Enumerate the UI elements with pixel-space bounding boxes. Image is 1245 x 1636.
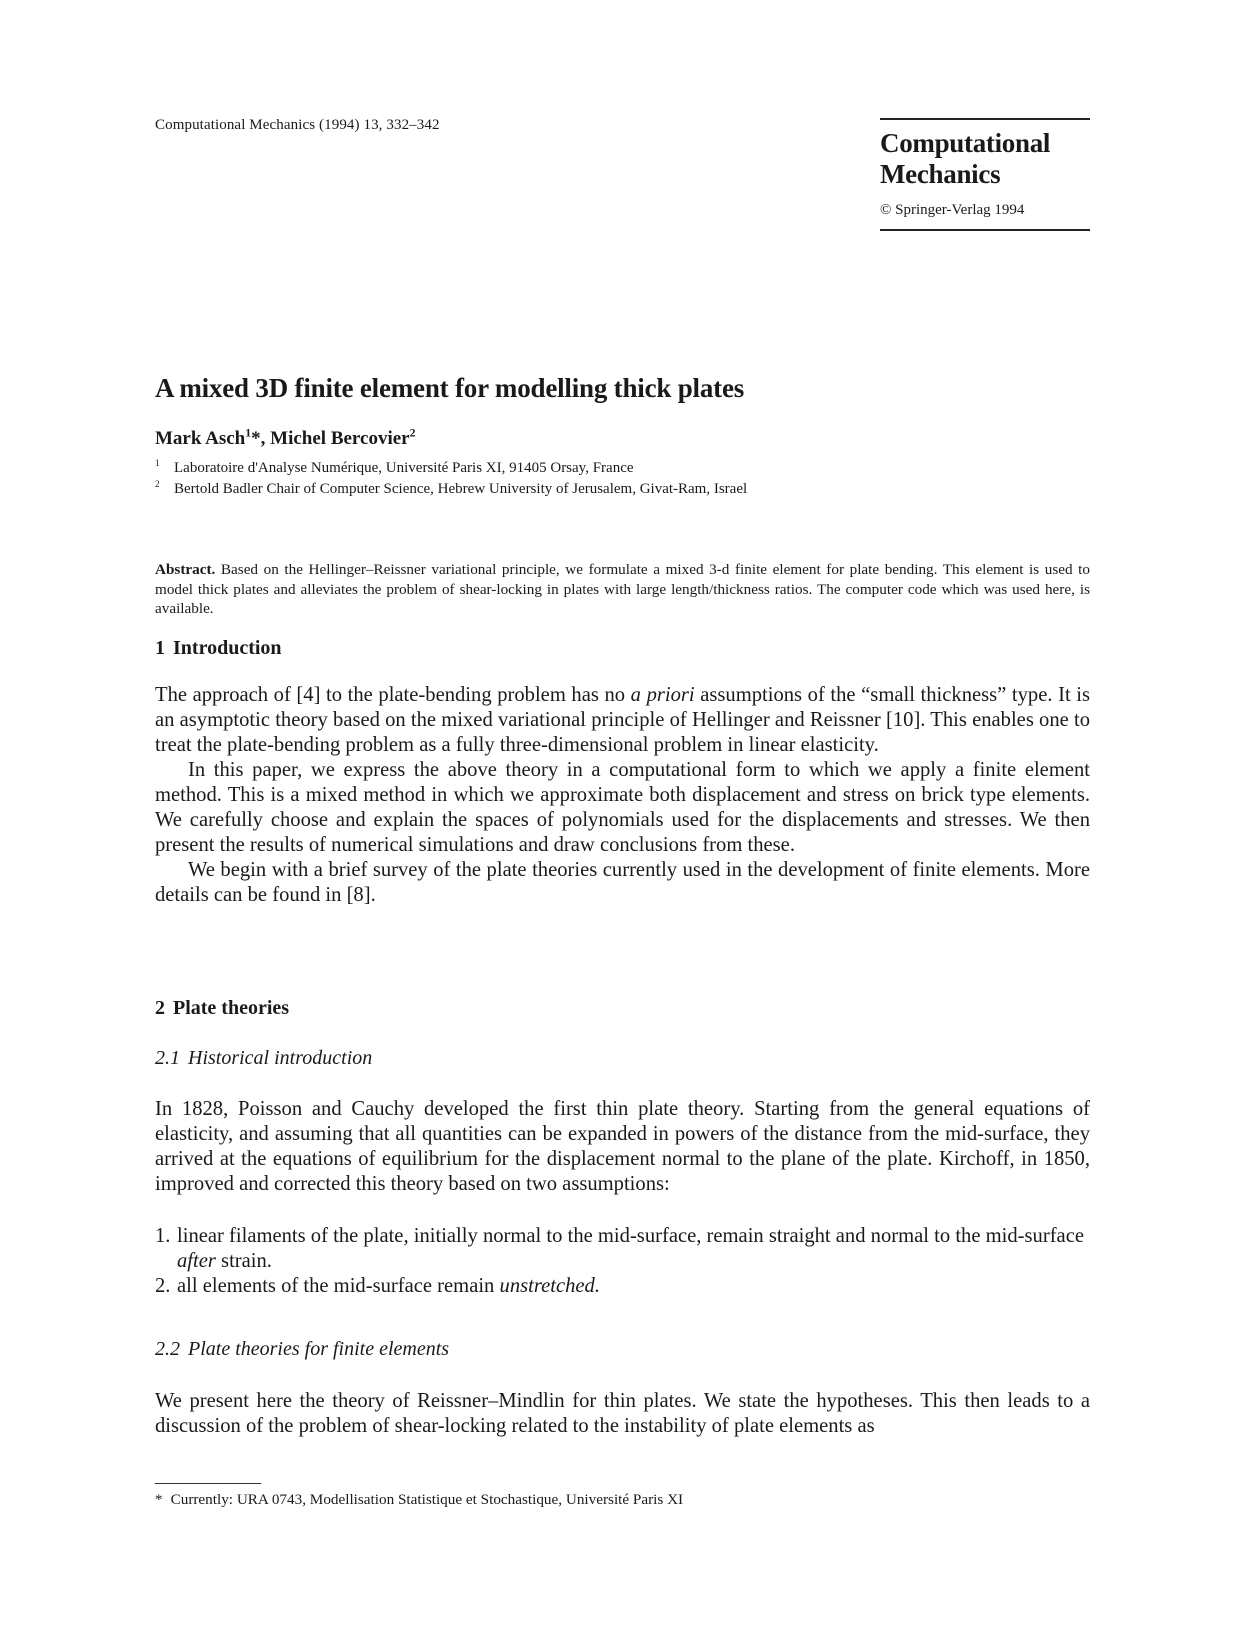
- affiliation-number: 1: [155, 459, 160, 469]
- journal-name-line1: Computational: [880, 128, 1051, 158]
- section-number: 2: [155, 997, 165, 1019]
- affiliation: [155, 479, 747, 499]
- author-name: Mark Asch: [155, 428, 246, 449]
- section-body: [155, 1389, 1090, 1439]
- authors: [155, 428, 415, 450]
- section-title: Introduction: [173, 637, 282, 659]
- paragraph: In this paper, we express the above theory in a computational form to which we apply a finite element method. This is a mixed method in which we approximate both displacement and stress on brick type elements. We carefully choose and explain the spaces of polynomials used for the displacements and stresses. We then present the results of numerical simulations and draw conclusions from these.: [155, 759, 1090, 856]
- footnote-mark: *: [155, 1491, 163, 1508]
- paragraph: The approach of [4] to the plate-bending problem has no a priori assumptions of the “small thickness” type. It is an asymptotic theory based on the mixed variational principle of Hellinger and Reissner [10]. This enables one to treat the plate-bending problem as a fully three-dimensional problem in linear elasticity.: [155, 684, 1091, 756]
- affiliation-number: 2: [155, 480, 160, 490]
- section-heading: [155, 997, 289, 1020]
- subsection-title: Plate theories for finite elements: [188, 1338, 450, 1360]
- abstract: [155, 560, 1090, 619]
- footnote-text: Currently: URA 0743, Modellisation Statistique et Stochastique, Université Paris XI: [170, 1491, 684, 1508]
- subsection-heading: [155, 1338, 449, 1361]
- footnote: [155, 1491, 683, 1509]
- subsection-heading: [155, 1047, 372, 1070]
- assumption-list: [155, 1224, 1090, 1299]
- journal-masthead: [880, 118, 1090, 231]
- section-body: [155, 1097, 1090, 1197]
- affiliation-mark: 1: [245, 426, 252, 440]
- section-body: [155, 683, 1090, 908]
- subsection-number: 2.1: [155, 1047, 180, 1069]
- author-name: Michel Bercovier: [270, 428, 410, 449]
- affiliation-mark: 2: [409, 426, 416, 440]
- list-item: 2. all elements of the mid-surface remain unstretched.: [155, 1275, 600, 1297]
- affiliation-text: Bertold Badler Chair of Computer Science, Hebrew University of Jerusalem, Givat-Ram, Israel: [174, 481, 748, 497]
- journal-copyright: © Springer-Verlag 1994: [880, 202, 1025, 218]
- paragraph: In 1828, Poisson and Cauchy developed the first thin plate theory. Starting from the general equations of elasticity, and assuming that all quantities can be expanded in powers of the distance from the mid-surface, they arrived at the equations of equilibrium for the displacement normal to the plane of the plate. Kirchoff, in 1850, improved and corrected this theory based on two assumptions:: [155, 1098, 1090, 1195]
- section-heading: [155, 637, 282, 660]
- section-number: 1: [155, 637, 165, 659]
- abstract-label: Abstract.: [155, 561, 216, 578]
- running-head: Computational Mechanics (1994) 13, 332–342: [155, 117, 440, 133]
- footnote-rule: [155, 1483, 261, 1484]
- affiliation-text: Laboratoire d'Analyse Numérique, Université Paris XI, 91405 Orsay, France: [174, 460, 634, 476]
- list-item: 1. linear filaments of the plate, initially normal to the mid-surface, remain straight and normal to the mid-surface after strain.: [155, 1225, 1084, 1272]
- affiliation: [155, 458, 634, 478]
- section-title: Plate theories: [173, 997, 290, 1019]
- paragraph: We begin with a brief survey of the plate theories currently used in the development of finite elements. More details can be found in [8].: [155, 859, 1090, 906]
- footnote-star: *,: [251, 428, 271, 449]
- journal-name: [880, 128, 1090, 190]
- subsection-title: Historical introduction: [188, 1047, 373, 1069]
- subsection-number: 2.2: [155, 1338, 180, 1360]
- paper-title: A mixed 3D finite element for modelling thick plates: [155, 373, 745, 403]
- paragraph: We present here the theory of Reissner–Mindlin for thin plates. We state the hypotheses. This then leads to a discussion of the problem of shear-locking related to the instability of plate elements as: [155, 1390, 1090, 1437]
- abstract-text: Based on the Hellinger–Reissner variational principle, we formulate a mixed 3-d finite element for plate bending. This element is used to model thick plates and alleviates the problem of shear-locking in plates with large length/thickness ratios. The computer code which was used here, is available.: [155, 561, 1090, 617]
- journal-name-line2: Mechanics: [880, 159, 1001, 189]
